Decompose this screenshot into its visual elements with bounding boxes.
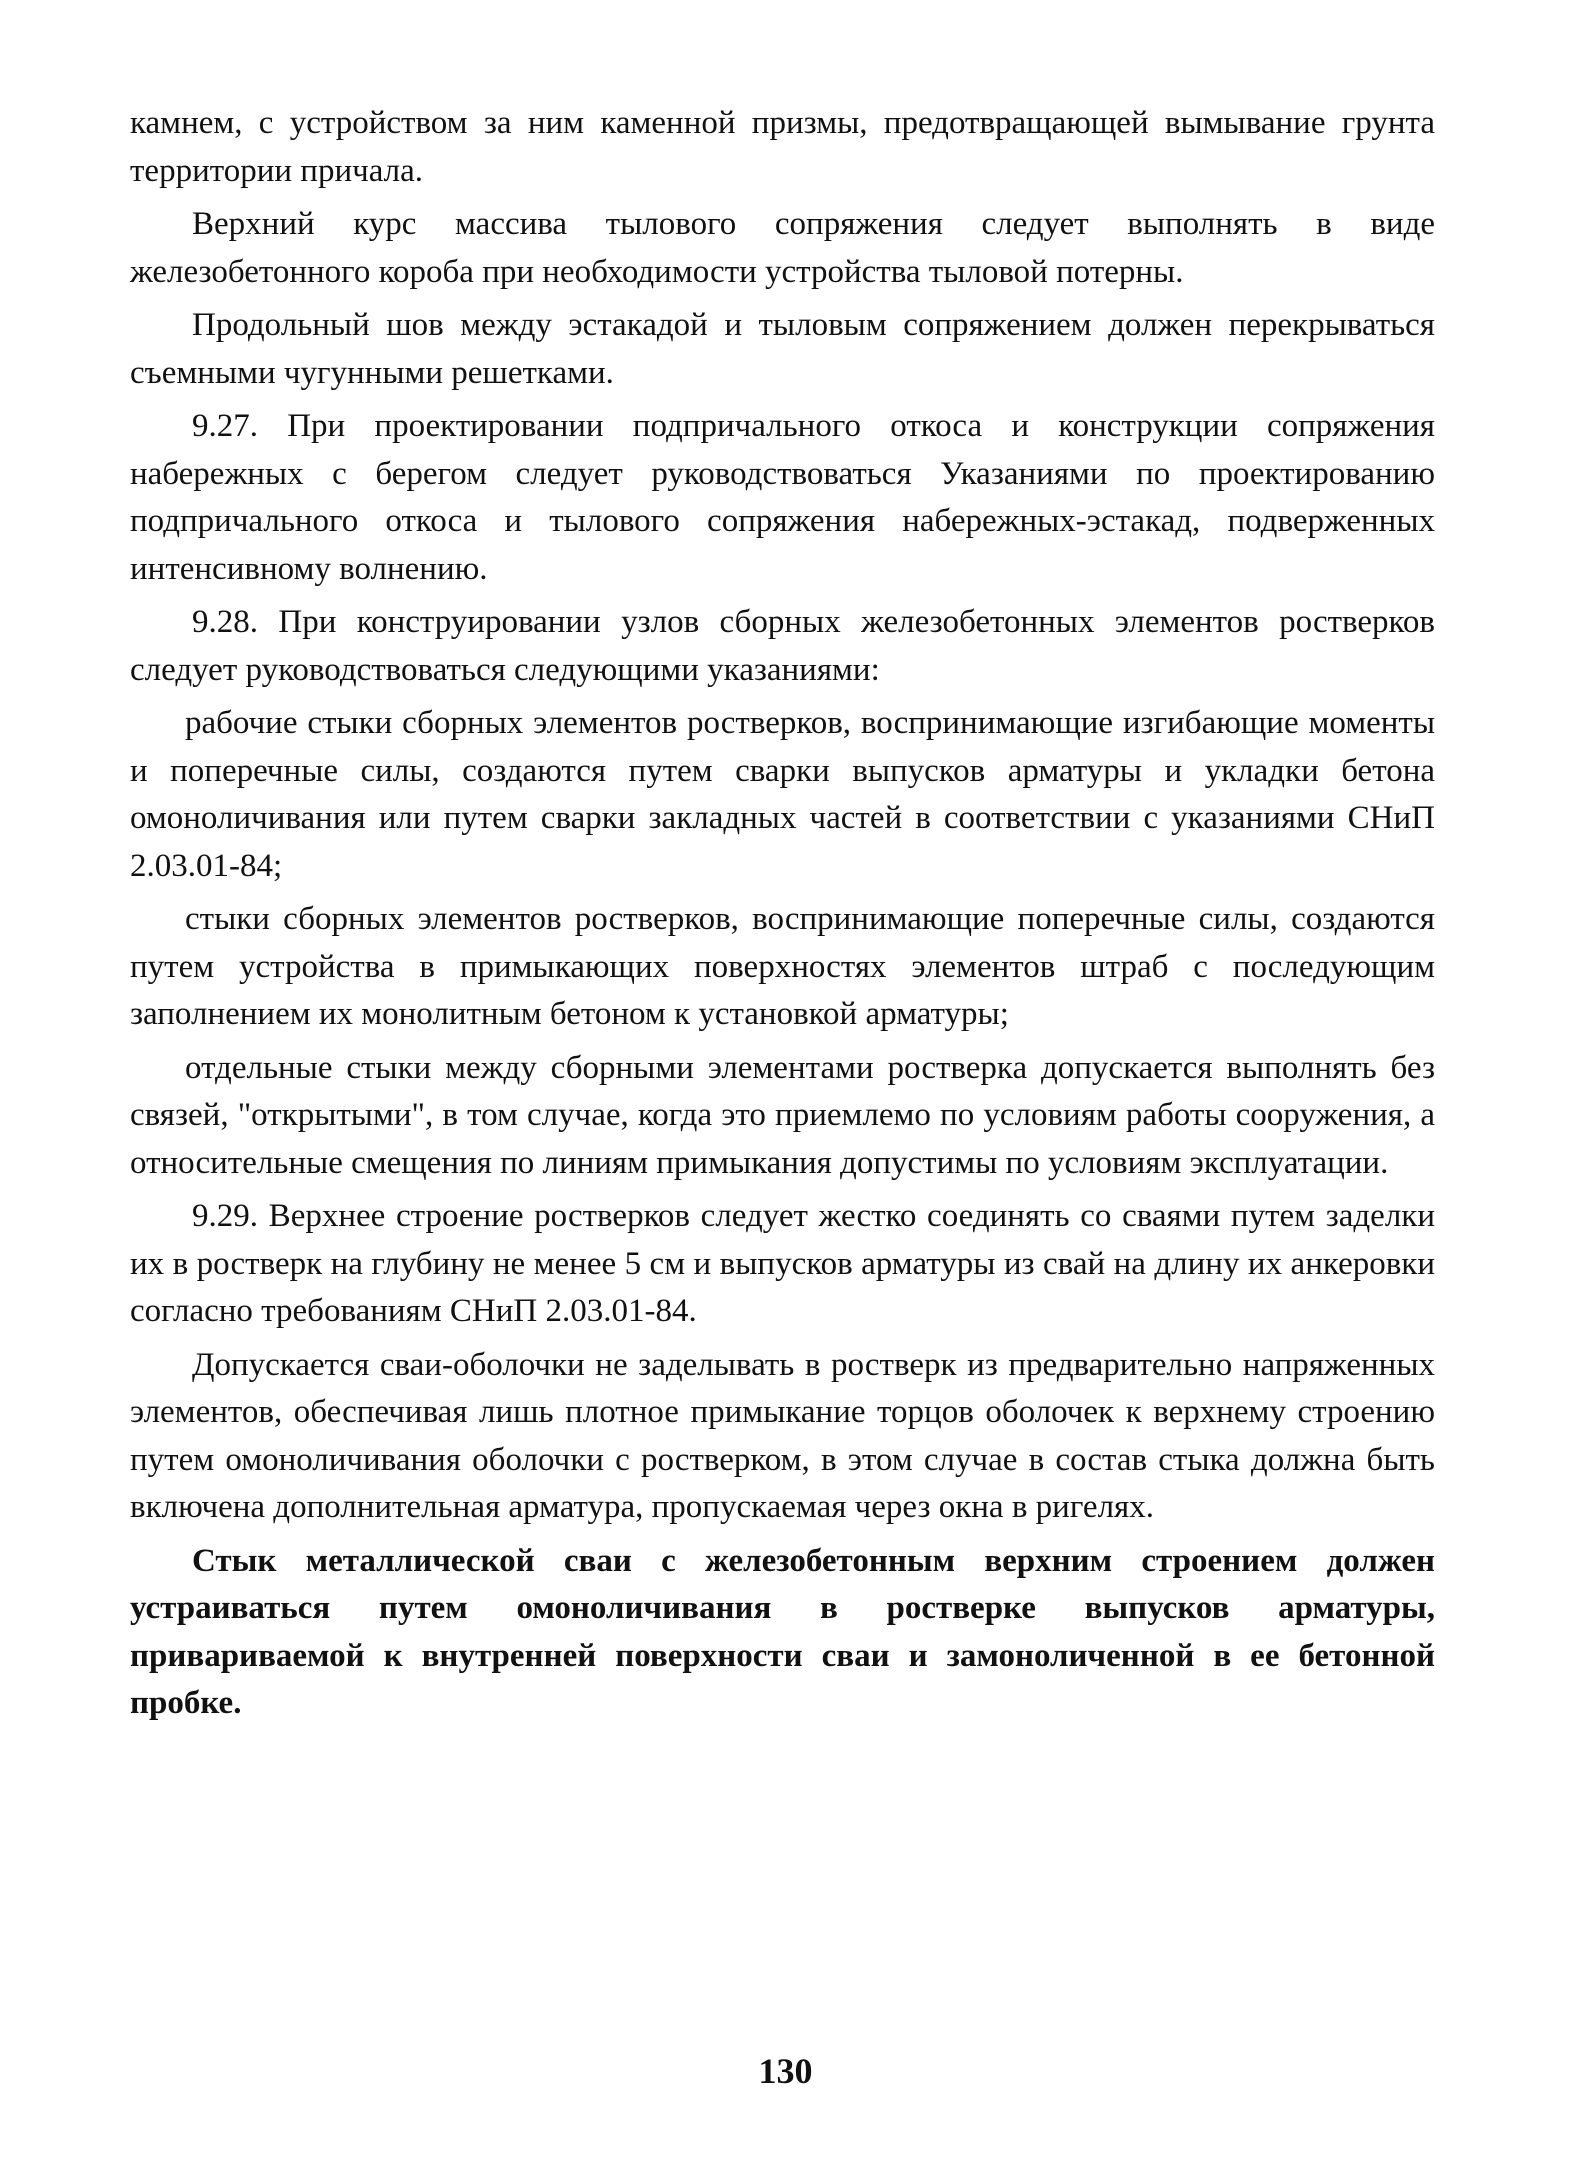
paragraph-shell-piles: Допускается сваи-оболочки не заделывать в ростверк из предварительно напряженных элементов, обеспечивая лишь плотное примыкание торцов оболочек к верхнему строению путем омоноличивания оболочки с ростверком, в этом случае в состав стыка должна быть включена дополнительная арматура, пропускаемая через окна в ригелях. bbox=[130, 1346, 1435, 1525]
list-item-2: стыки сборных элементов ростверков, воспринимающие поперечные силы, создаются путем устройства в примыкающих поверхностях элементов штраб с последующим заполнением их монолитным бетоном к установкой арматуры; bbox=[130, 901, 1435, 1032]
section-9-27: 9.27. При проектировании подпричального откоса и конструкции сопряжения набережных с берегом следует руководствоваться Указаниями по проектированию подпричального откоса и тылового сопряжения набережных-эстакад, подверженных интенсивному волнению. bbox=[130, 408, 1435, 587]
paragraph-1: камнем, с устройством за ним каменной призмы, предотвращающей вымывание грунта территории причала. bbox=[130, 105, 1435, 189]
paragraph-metal-pile-joint: Стык металлической сваи с железобетонным верхним строением должен устраиваться путем омоноличивания в ростверке выпусков арматуры, привариваемой к внутренней поверхности сваи и замоноличенной в ее бетонной пробке. bbox=[130, 1542, 1435, 1721]
page-number: 130 bbox=[758, 2051, 813, 2091]
list-item-3: отдельные стыки между сборными элементами ростверка допускается выполнять без связей, "открытыми", в том случае, когда это приемлемо по условиям работы сооружения, а относительные смещения по линиям примыкания допустимы по условиям эксплуатации. bbox=[130, 1049, 1435, 1181]
paragraph-3: Продольный шов между эстакадой и тыловым сопряжением должен перекрываться съемными чугунными решетками. bbox=[130, 307, 1435, 391]
page-body bbox=[130, 100, 1435, 1734]
paragraph-2: Верхний курс массива тылового сопряжения следует выполнять в виде железобетонного короба при необходимости устройства тыловой потерны. bbox=[130, 206, 1435, 290]
section-9-28: 9.28. При конструировании узлов сборных железобетонных элементов ростверков следует руководствоваться следующими указаниями: bbox=[130, 604, 1435, 688]
section-9-29: 9.29. Верхнее строение ростверков следует жестко соединять со сваями путем заделки их в ростверк на глубину не менее 5 см и выпусков арматуры из свай на длину их анкеровки согласно требованиям СНиП 2.03.01-84. bbox=[130, 1198, 1435, 1329]
list-item-1: рабочие стыки сборных элементов ростверков, воспринимающие изгибающие моменты и поперечные силы, создаются путем сварки выпусков арматуры и укладки бетона омоноличивания или путем сварки закладных частей в соответствии с указаниями СНиП 2.03.01-84; bbox=[130, 705, 1435, 884]
